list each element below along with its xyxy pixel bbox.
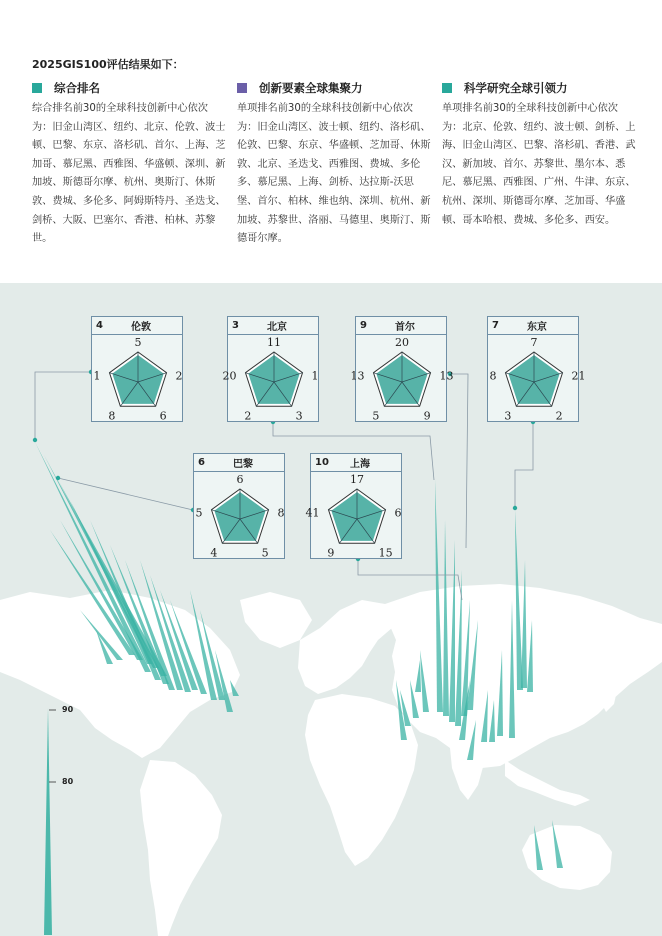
radar-value-label: 5: [372, 409, 380, 423]
radar-value-label: 2: [555, 409, 563, 423]
radar-value-label: 13: [350, 369, 365, 383]
card-rank: 4: [96, 320, 103, 331]
card-rank: 3: [232, 320, 239, 331]
column-body: 单项排名前30的全球科技创新中心依次为：旧金山湾区、波士顿、纽约、洛杉矶、伦敦、巴黎、东京、华盛顿、芝加哥、休斯敦、北京、圣迭戈、西雅图、费城、多伦多、慕尼黑、上海、剑桥、达拉斯-沃思堡、首尔、柏林、维也纳、深圳、杭州、新加坡、苏黎世、洛丽、马德里、奥斯汀、斯德哥尔摩。: [237, 103, 431, 245]
column-research: [442, 80, 638, 230]
leader-dot: [56, 476, 60, 480]
radar-value-label: 6: [394, 506, 402, 520]
radar-chart: [350, 334, 454, 423]
card-city: 上海: [350, 459, 370, 470]
card-rank: 9: [360, 320, 367, 331]
radar-value-label: 4: [210, 546, 218, 560]
radar-card-london: [91, 316, 183, 422]
radar-card-tokyo: [487, 316, 586, 423]
card-city: 东京: [527, 322, 547, 333]
radar-value-label: 13: [439, 369, 454, 383]
radar-chart: [305, 471, 403, 560]
legend-label-90: 90: [62, 705, 74, 714]
column-title-text: 综合排名: [54, 81, 100, 95]
card-header: [488, 317, 578, 335]
radar-value-label: 6: [159, 409, 167, 423]
radar-card-seoul: [350, 316, 454, 423]
results-heading: 2025GIS100评估结果如下：: [32, 58, 184, 71]
card-header: [356, 317, 446, 335]
legend-spike: [44, 708, 52, 935]
radar-card-shanghai: [305, 453, 402, 560]
column-title: [32, 80, 228, 96]
card-city: 首尔: [395, 322, 415, 333]
radar-value-label: 8: [489, 369, 497, 383]
radar-card-beijing: [222, 316, 319, 423]
leader-dot: [513, 506, 517, 510]
column-agglomeration: [237, 80, 433, 249]
column-title: [237, 80, 433, 96]
radar-chart: [488, 334, 586, 423]
radar-value-label: 20: [395, 336, 409, 349]
column-body: 综合排名前30的全球科技创新中心依次为：旧金山湾区、纽约、北京、伦敦、波士顿、巴黎、东京、洛杉矶、首尔、上海、芝加哥、慕尼黑、西雅图、华盛顿、深圳、新加坡、斯德哥尔摩、杭州、奥斯汀、休斯敦、费城、多伦多、阿姆斯特丹、圣迭戈、剑桥、大阪、巴塞尔、香港、柏林、苏黎世。: [32, 103, 226, 245]
card-city: 北京: [267, 322, 287, 333]
radar-value-label: 3: [504, 409, 512, 423]
radar-value-label: 11: [267, 336, 281, 349]
radar-value-label: 17: [350, 473, 364, 486]
radar-value-label: 6: [236, 473, 244, 486]
radar-value-label: 3: [295, 409, 303, 423]
leader-line: [35, 372, 91, 440]
card-city: 巴黎: [233, 459, 253, 470]
radar-value-label: 1: [311, 369, 319, 383]
card-rank: 6: [198, 457, 205, 468]
radar-value-label: 2: [175, 369, 183, 383]
column-overall: [32, 80, 228, 249]
leader-line: [515, 422, 533, 508]
radar-value-label: 9: [327, 546, 335, 560]
radar-value-label: 41: [305, 506, 320, 520]
card-rank: 10: [315, 457, 329, 468]
radar-card-paris: [193, 453, 285, 559]
radar-value-label: 7: [530, 336, 538, 349]
radar-value-label: 21: [571, 369, 586, 383]
leader-dot: [33, 438, 37, 442]
card-header: [194, 454, 284, 472]
column-title-text: 创新要素全球集聚力: [259, 81, 363, 95]
spike-legend: [44, 708, 56, 935]
southeast-asia-land: [505, 760, 590, 806]
south-america-land: [140, 760, 222, 936]
radar-value-label: 5: [261, 546, 269, 560]
radar-value-label: 20: [222, 369, 237, 383]
radar-value-label: 2: [244, 409, 252, 423]
radar-chart: [194, 471, 286, 559]
card-header: [311, 454, 401, 472]
card-city: 伦敦: [131, 322, 151, 333]
column-title-text: 科学研究全球引领力: [464, 81, 568, 95]
radar-chart: [222, 334, 320, 423]
card-rank: 7: [492, 320, 499, 331]
column-body: 单项排名前30的全球科技创新中心依次为：北京、伦敦、纽约、波士顿、剑桥、上海、旧金山湾区、巴黎、洛杉矶、香港、武汉、新加坡、首尔、苏黎世、墨尔本、悉尼、慕尼黑、西雅图、广州、牛津、东京、杭州、深圳、斯德哥尔摩、芝加哥、华盛顿、哥本哈根、费城、多伦多、西安。: [442, 103, 636, 226]
leader-line: [58, 478, 193, 510]
radar-value-label: 1: [93, 369, 101, 383]
radar-value-label: 9: [423, 409, 431, 423]
radar-value-label: 8: [277, 506, 285, 520]
card-header: [92, 317, 182, 335]
radar-value-label: 5: [195, 506, 203, 520]
teal-square-icon: [32, 83, 42, 93]
card-header: [228, 317, 318, 335]
radar-value-label: 5: [134, 336, 142, 349]
purple-square-icon: [237, 83, 247, 93]
radar-chart: [92, 334, 184, 422]
legend-label-80: 80: [62, 777, 74, 786]
column-title: [442, 80, 638, 96]
teal-square-icon: [442, 83, 452, 93]
radar-value-label: 8: [108, 409, 116, 423]
radar-value-label: 15: [378, 546, 393, 560]
